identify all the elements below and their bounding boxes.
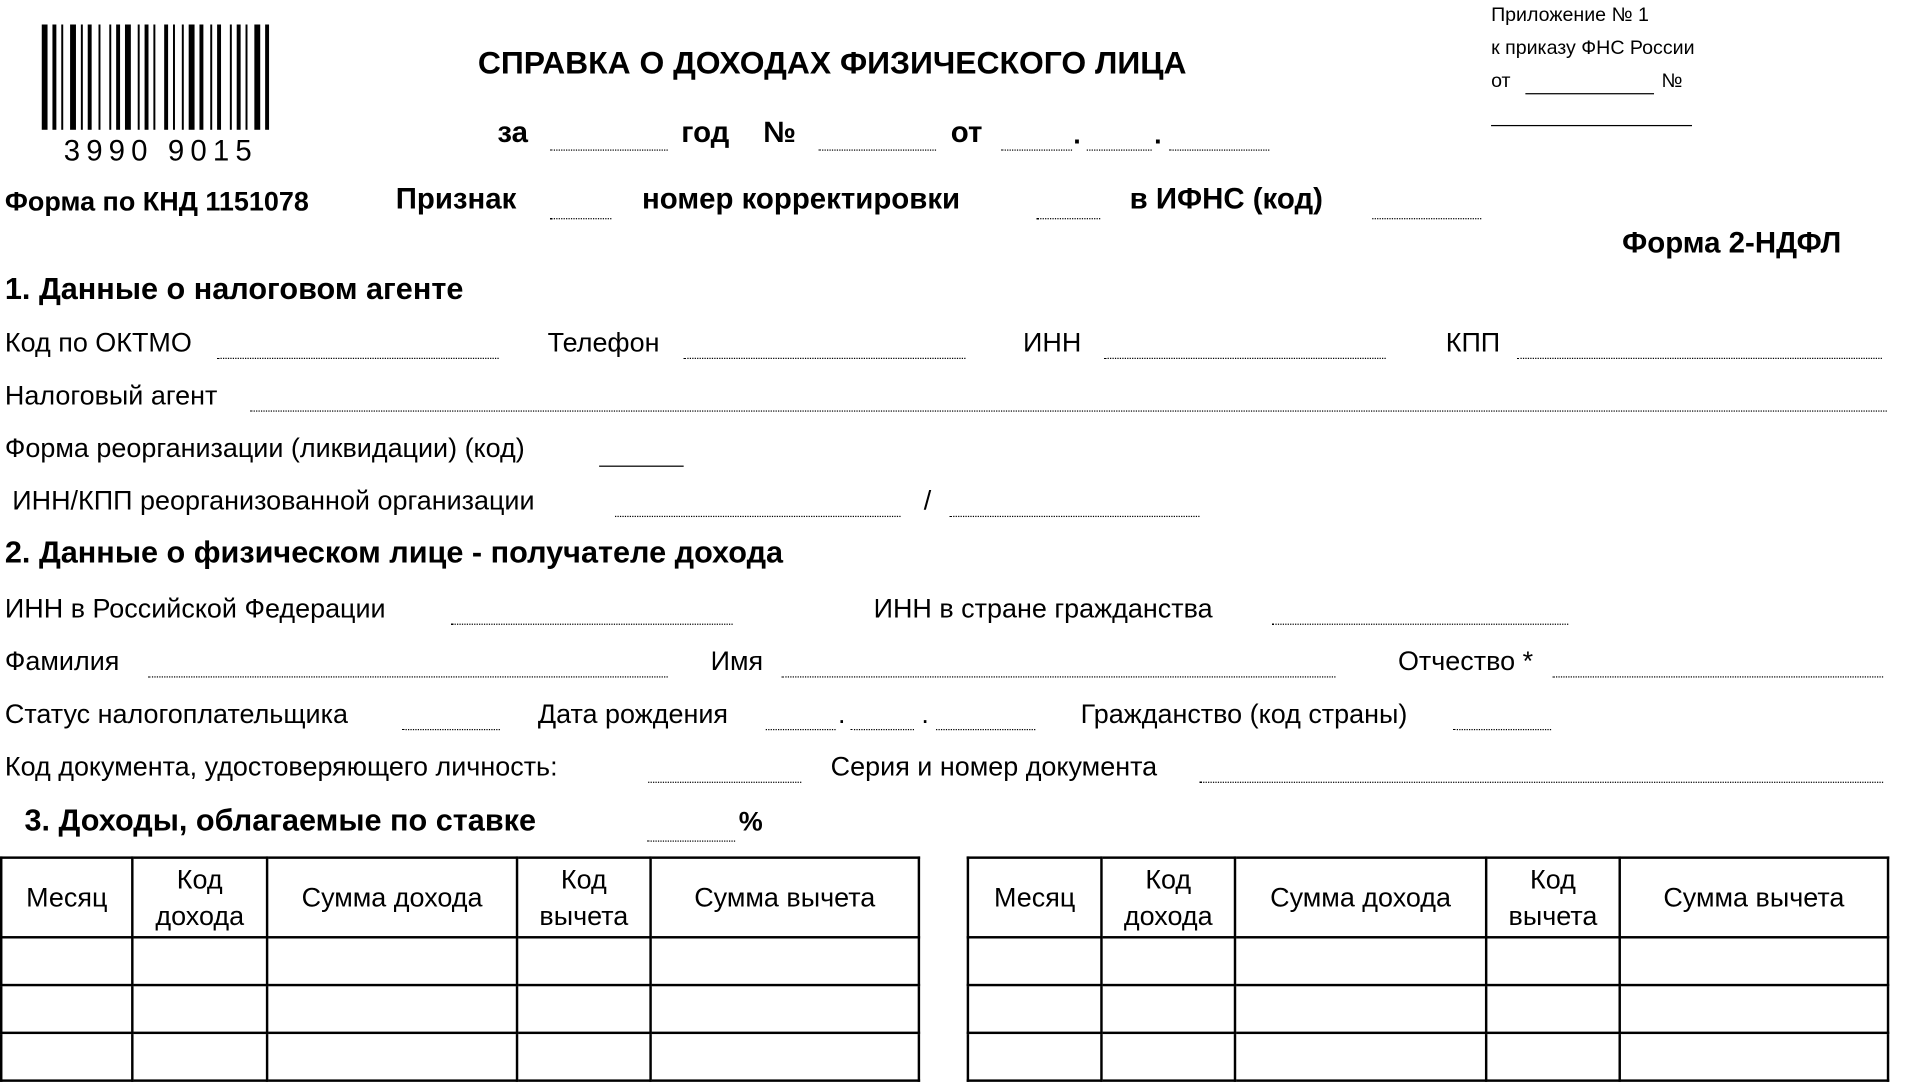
table-row: [968, 1033, 1888, 1081]
income-table-left: [0, 856, 920, 1081]
year-label: за: [497, 116, 529, 150]
correction-field[interactable]: [1037, 218, 1101, 219]
table-cell[interactable]: [267, 1033, 517, 1081]
correction-label: номер корректировки: [642, 182, 961, 216]
percent-sign: %: [738, 806, 763, 837]
table-cell[interactable]: [1, 985, 132, 1033]
table-cell[interactable]: [1101, 1033, 1235, 1081]
table-header-row: [1, 858, 919, 938]
year-field[interactable]: [550, 149, 668, 150]
appendix-date-line: [1525, 93, 1654, 94]
form-name: Форма 2-НДФЛ: [1622, 226, 1842, 260]
birth-year-field[interactable]: [936, 729, 1035, 730]
table-row: [1, 937, 919, 985]
inn-citizenship-field[interactable]: [1272, 624, 1568, 625]
reorg-kpp-field[interactable]: [950, 516, 1200, 517]
header-deduction-amount: Сумма вычета: [1620, 858, 1888, 938]
header-month: Месяц: [968, 858, 1102, 938]
section-2-heading: 2. Данные о физическом лице - получателе дохода: [4, 535, 784, 570]
section-1-heading: 1. Данные о налоговом агенте: [4, 271, 464, 307]
section-3-heading: 3. Доходы, облагаемые по ставке: [24, 803, 537, 839]
date-day-field[interactable]: [1001, 149, 1072, 150]
table-cell[interactable]: [132, 1033, 267, 1081]
phone-label: Телефон: [547, 327, 660, 358]
sign-field[interactable]: [550, 218, 611, 219]
document-series-label: Серия и номер документа: [830, 751, 1158, 782]
patronymic-field[interactable]: [1552, 676, 1883, 677]
table-cell[interactable]: [517, 1033, 651, 1081]
header-income-amount: Сумма дохода: [267, 858, 517, 938]
first-name-field[interactable]: [782, 676, 1336, 677]
reorg-form-field[interactable]: [599, 466, 684, 467]
table-header-row: [968, 858, 1888, 938]
phone-field[interactable]: [684, 358, 966, 359]
date-separator-2: .: [1154, 118, 1162, 150]
table-row: [968, 985, 1888, 1033]
birth-date-separator-1: .: [838, 698, 846, 729]
date-separator-1: .: [1073, 118, 1081, 150]
agent-inn-field[interactable]: [1104, 358, 1386, 359]
kpp-label: КПП: [1445, 327, 1501, 358]
year-suffix: год: [681, 116, 730, 150]
table-cell[interactable]: [1101, 985, 1235, 1033]
table-cell[interactable]: [1486, 985, 1620, 1033]
citizenship-field[interactable]: [1453, 729, 1551, 730]
table-row: [1, 985, 919, 1033]
date-month-field[interactable]: [1087, 149, 1152, 150]
kpp-field[interactable]: [1517, 358, 1882, 359]
header-income-code: Код дохода: [1101, 858, 1235, 938]
table-cell[interactable]: [1101, 937, 1235, 985]
certificate-number-field[interactable]: [818, 149, 936, 150]
oktmo-field[interactable]: [217, 358, 499, 359]
table-cell[interactable]: [132, 937, 267, 985]
reorg-separator: /: [923, 485, 932, 516]
inn-citizenship-label: ИНН в стране гражданства: [873, 592, 1213, 624]
document-series-field[interactable]: [1199, 782, 1883, 783]
table-cell[interactable]: [651, 1033, 919, 1081]
ifns-label: в ИФНС (код): [1129, 182, 1323, 216]
table-cell[interactable]: [968, 985, 1102, 1033]
table-cell[interactable]: [651, 985, 919, 1033]
ifns-code-field[interactable]: [1372, 218, 1481, 219]
table-cell[interactable]: [517, 937, 651, 985]
taxpayer-status-field[interactable]: [402, 729, 500, 730]
appendix-number-label: №: [1661, 71, 1683, 92]
table-cell[interactable]: [267, 985, 517, 1033]
inn-rf-label: ИНН в Российской Федерации: [4, 592, 386, 624]
oktmo-label: Код по ОКТМО: [4, 327, 192, 358]
table-cell[interactable]: [968, 937, 1102, 985]
date-label: от: [950, 116, 983, 150]
birth-date-separator-2: .: [921, 698, 929, 729]
tax-agent-field[interactable]: [250, 410, 1887, 411]
first-name-label: Имя: [710, 645, 764, 677]
table-cell[interactable]: [132, 985, 267, 1033]
birth-month-field[interactable]: [850, 729, 914, 730]
table-cell[interactable]: [1235, 1033, 1486, 1081]
tax-agent-label: Налоговый агент: [4, 379, 218, 411]
barcode-number: 3990 9015: [63, 134, 258, 168]
surname-field[interactable]: [148, 676, 667, 677]
agent-inn-label: ИНН: [1023, 327, 1082, 358]
id-document-code-field[interactable]: [648, 782, 801, 783]
table-cell[interactable]: [1620, 1033, 1888, 1081]
table-cell[interactable]: [1, 937, 132, 985]
barcode-image: [42, 25, 314, 130]
appendix-line-1: Приложение № 1: [1491, 4, 1649, 26]
header-income-code: Код дохода: [132, 858, 267, 938]
sign-label: Признак: [395, 182, 517, 216]
table-cell[interactable]: [1235, 937, 1486, 985]
table-cell[interactable]: [267, 937, 517, 985]
header-deduction-code: Код вычета: [517, 858, 651, 938]
patronymic-label: Отчество *: [1397, 645, 1534, 677]
date-year-field[interactable]: [1169, 149, 1269, 150]
birth-date-label: Дата рождения: [537, 698, 729, 729]
appendix-line-2: к приказу ФНС России: [1491, 37, 1695, 59]
form-title: СПРАВКА О ДОХОДАХ ФИЗИЧЕСКОГО ЛИЦА: [477, 44, 1187, 81]
table-cell[interactable]: [1486, 1033, 1620, 1081]
header-month: Месяц: [1, 858, 132, 938]
birth-day-field[interactable]: [766, 729, 836, 730]
table-cell[interactable]: [517, 985, 651, 1033]
number-label: №: [763, 116, 797, 150]
reorg-inn-kpp-label: ИНН/КПП реорганизованной организации: [12, 485, 535, 516]
table-cell[interactable]: [1620, 937, 1888, 985]
table-row: [1, 1033, 919, 1081]
table-cell[interactable]: [968, 1033, 1102, 1081]
table-cell[interactable]: [651, 937, 919, 985]
taxpayer-status-label: Статус налогоплательщика: [4, 698, 348, 729]
header-deduction-amount: Сумма вычета: [651, 858, 919, 938]
inn-rf-field[interactable]: [451, 624, 733, 625]
table-cell[interactable]: [1, 1033, 132, 1081]
table-cell[interactable]: [1486, 937, 1620, 985]
header-deduction-code: Код вычета: [1486, 858, 1620, 938]
id-document-code-label: Код документа, удостоверяющего личность:: [4, 751, 558, 782]
reorg-form-label: Форма реорганизации (ликвидации) (код): [4, 432, 525, 464]
appendix-from-label: от: [1491, 71, 1511, 92]
header-income-amount: Сумма дохода: [1235, 858, 1486, 938]
citizenship-label: Гражданство (код страны): [1080, 698, 1408, 729]
appendix-number-line: [1491, 125, 1692, 126]
surname-label: Фамилия: [4, 645, 120, 677]
reorg-inn-field[interactable]: [615, 516, 900, 517]
table-cell[interactable]: [1620, 985, 1888, 1033]
table-cell[interactable]: [1235, 985, 1486, 1033]
tax-rate-field[interactable]: [647, 840, 735, 841]
income-table-right: [967, 856, 1890, 1081]
table-row: [968, 937, 1888, 985]
knd-form-code: Форма по КНД 1151078: [4, 186, 309, 217]
